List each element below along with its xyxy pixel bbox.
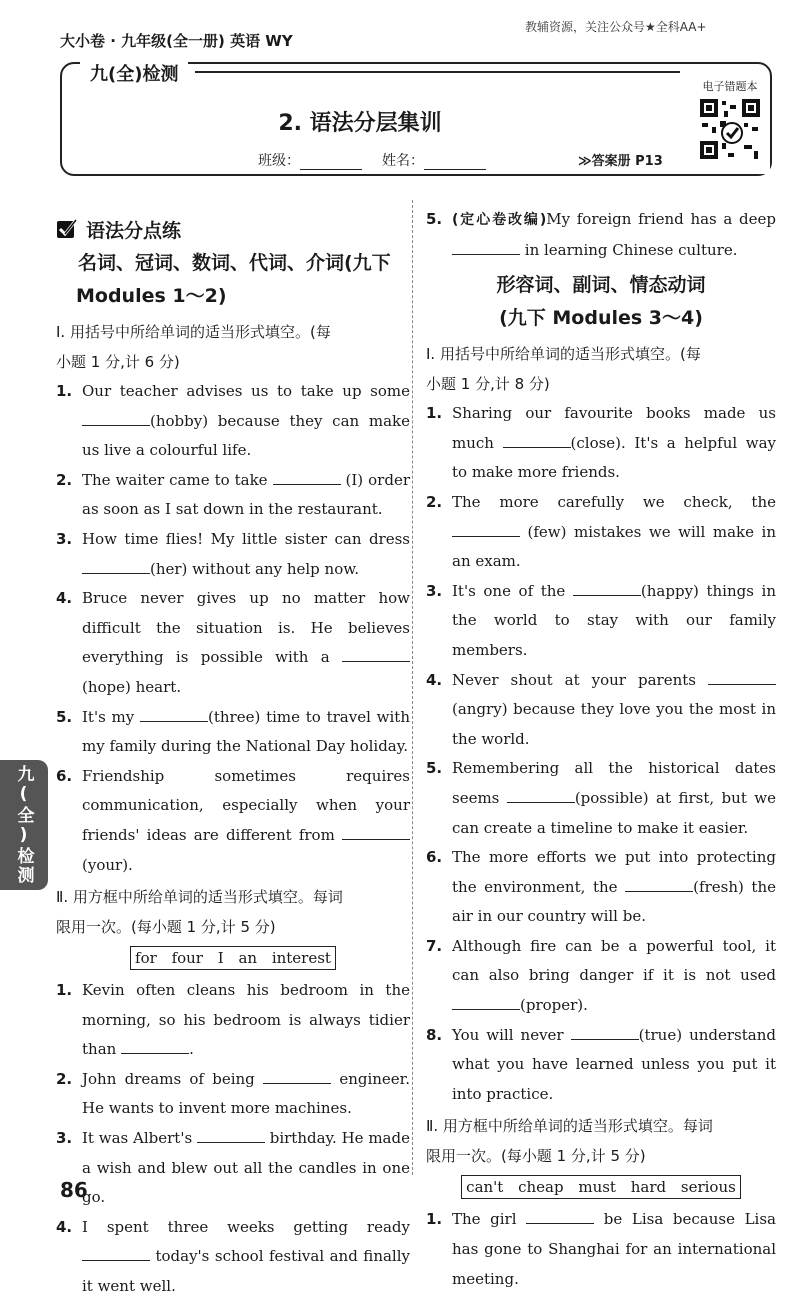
- word-box: [426, 1175, 776, 1199]
- part2-instruction: Ⅱ. 用方框中所给单词的适当形式填空。每词: [56, 888, 343, 907]
- question-item: 5. (定心卷改编)My foreign friend has a deep in learning Chinese culture.: [426, 210, 776, 259]
- question-item: 6. The more efforts we put into protecting the environment, the (fresh) the air in our country will be.: [426, 848, 776, 926]
- question-item: 1. Sharing our favourite books made us much (close). It's a helpful way to make more friends.: [426, 404, 776, 482]
- question-item: 4. Bruce never gives up no matter how difficult the situation is. He believes everything is possible with a (hope) heart.: [56, 589, 410, 696]
- name-blank[interactable]: [424, 156, 486, 170]
- topic-title-cont: (九下 Modules 3～4): [499, 307, 703, 330]
- answer-blank[interactable]: [342, 825, 410, 840]
- question-item: 4. I spent three weeks getting ready today's school festival and finally it went well.: [56, 1217, 410, 1296]
- answer-blank[interactable]: [571, 1025, 639, 1040]
- question-item: 2. John dreams of being engineer. He wants to invent more machines.: [56, 1069, 410, 1118]
- answer-blank[interactable]: [507, 788, 575, 803]
- answer-blank[interactable]: [452, 995, 520, 1010]
- answer-blank[interactable]: [82, 411, 150, 426]
- page-title: 2. 语法分层集训: [278, 111, 442, 136]
- question-item: 1. Our teacher advises us to take up some (hobby) because they can make us live a colourful life.: [56, 382, 410, 460]
- qr-area[interactable]: [690, 78, 770, 174]
- topic-title: 名词、冠词、数词、代词、介词(九下: [78, 252, 391, 274]
- answer-blank[interactable]: [121, 1039, 189, 1054]
- question-item: 5. Remembering all the historical dates seems (possible) at first, but we can create a timeline to make it easier.: [426, 759, 776, 837]
- question-item: 1. The girl be Lisa because Lisa has gone to Shanghai for an international meeting.: [426, 1210, 776, 1288]
- question-item: 3. It's one of the (happy) things in the world to stay with our family members.: [426, 581, 776, 659]
- side-tab: 九(全)检测: [0, 760, 48, 890]
- answer-blank[interactable]: [625, 877, 693, 892]
- part1-instruction: Ⅰ. 用括号中所给单词的适当形式填空。(每: [426, 345, 701, 364]
- part2-instruction-cont: 限用一次。(每小题 1 分,计 5 分): [426, 1147, 646, 1166]
- class-blank[interactable]: [300, 156, 362, 170]
- part2-instruction: Ⅱ. 用方框中所给单词的适当形式填空。每词: [426, 1117, 713, 1136]
- answer-blank[interactable]: [342, 647, 410, 662]
- part1-instruction-cont: 小题 1 分,计 8 分): [426, 375, 550, 394]
- answer-blank[interactable]: [452, 240, 520, 255]
- header-rule: [195, 71, 680, 73]
- answer-blank[interactable]: [273, 470, 341, 485]
- question-item: 8. You will never (true) understand what you have learned unless you put it into practice.: [426, 1025, 776, 1103]
- word-box-words: can't cheap must hard serious: [461, 1175, 741, 1199]
- promo-text: 教辅资源，关注公众号★全科AA+: [525, 20, 707, 34]
- question-item: 5. It's my (three) time to travel with my family during the National Day holiday.: [56, 707, 410, 756]
- book-title: 大小卷 · 九年级(全一册) 英语 WY: [60, 32, 293, 50]
- name-field: [382, 150, 486, 170]
- topic-title-cont: Modules 1～2): [76, 285, 227, 307]
- question-item: 6. Friendship sometimes requires communication, especially when your friends' ideas are different from (your).: [56, 766, 410, 874]
- answer-blank[interactable]: [82, 1246, 150, 1261]
- class-field: [258, 150, 362, 170]
- header-tag: 九(全)检测: [80, 60, 188, 86]
- part1-instruction: Ⅰ. 用括号中所给单词的适当形式填空。(每: [56, 323, 331, 341]
- question-item: 4. Never shout at your parents (angry) because they love you the most in the world.: [426, 670, 776, 748]
- qr-code-icon[interactable]: [698, 97, 762, 161]
- answer-blank[interactable]: [82, 559, 150, 574]
- section-title: 语法分点练: [86, 219, 182, 242]
- answer-blank[interactable]: [573, 581, 641, 596]
- checkbox-icon: [56, 218, 78, 240]
- answer-blank[interactable]: [526, 1209, 594, 1224]
- qr-label: 电子错题本: [702, 80, 758, 93]
- question-item: 7. Although fire can be a powerful tool, it can also bring danger if it is not used (proper).: [426, 936, 776, 1015]
- question-item: 1. Kevin often cleans his bedroom in the morning, so his bedroom is always tidier than .: [56, 981, 410, 1059]
- question-item: 2. The waiter came to take (I) order as soon as I sat down in the restaurant.: [56, 470, 410, 519]
- answer-blank[interactable]: [140, 707, 208, 722]
- answer-blank[interactable]: [708, 670, 776, 685]
- question-item: 3. How time flies! My little sister can dress (her) without any help now.: [56, 529, 410, 578]
- left-column: [56, 205, 410, 1302]
- column-divider: [412, 200, 413, 1175]
- section-heading: [56, 211, 410, 247]
- question-item: 2. The more carefully we check, the (few) mistakes we will make in an exam.: [426, 492, 776, 571]
- question-item: 3. It was Albert's birthday. He made a wish and blew out all the candles in one go.: [56, 1129, 410, 1207]
- class-label: 班级：: [258, 153, 300, 169]
- answer-blank[interactable]: [452, 522, 520, 537]
- answer-ref: ≫答案册 P13: [578, 154, 663, 169]
- page-number: 86: [60, 1178, 88, 1202]
- answer-blank[interactable]: [197, 1128, 265, 1143]
- answer-blank[interactable]: [263, 1069, 331, 1084]
- right-column: [426, 205, 776, 1294]
- word-box-words: for four I an interest: [130, 946, 336, 970]
- part2-instruction-cont: 限用一次。(每小题 1 分,计 5 分): [56, 918, 276, 937]
- word-box: [56, 946, 410, 970]
- name-label: 姓名：: [382, 153, 424, 169]
- part1-instruction-cont: 小题 1 分,计 6 分): [56, 353, 180, 371]
- topic-title: 形容词、副词、情态动词: [496, 274, 706, 297]
- answer-blank[interactable]: [503, 433, 571, 448]
